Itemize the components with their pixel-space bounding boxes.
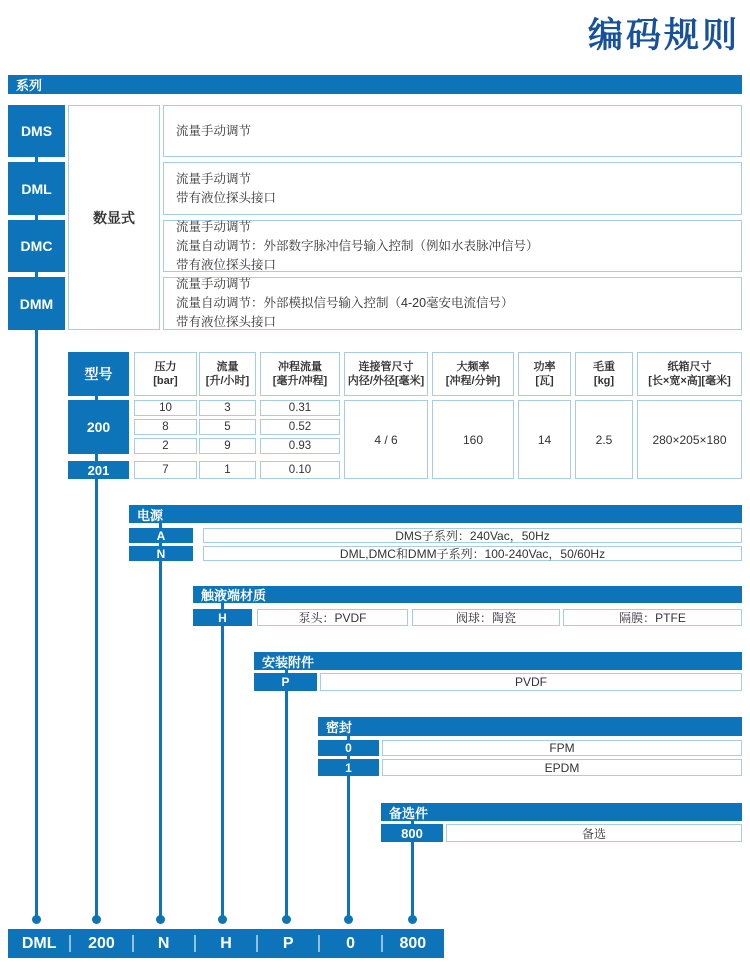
connector-line-model	[95, 374, 98, 919]
col-header-line: 纸箱尺寸	[667, 361, 712, 373]
series-group-label: 数显式	[68, 105, 160, 330]
table-cell: 9	[199, 438, 256, 454]
col-header-weight	[575, 352, 633, 396]
connector-dot	[408, 915, 417, 924]
code-segment-material: H	[195, 929, 257, 958]
series-code-dms: DMS	[8, 105, 65, 157]
col-header-line: 流量	[216, 361, 239, 373]
option-code-h: H	[193, 609, 252, 626]
table-cell: 0.52	[260, 419, 340, 435]
table-cell: 0.93	[260, 438, 340, 454]
desc-line: 流量自动调节：外部模拟信号输入控制（4-20毫安电流信号）	[176, 296, 514, 310]
series-code-dmm: DMM	[8, 277, 65, 330]
option-value: 阀球：陶瓷	[412, 609, 560, 626]
section-header-power-supply: 电源	[129, 505, 742, 523]
col-header-line: 内径/外径[毫米]	[347, 375, 425, 387]
desc-line: 流量手动调节	[176, 171, 252, 186]
connector-dot	[156, 915, 165, 924]
col-header-line: 压力	[154, 361, 177, 373]
col-header-line: [kg]	[593, 375, 615, 387]
series-desc-dmc	[163, 220, 742, 272]
col-header-carton-size	[637, 352, 742, 396]
merged-cell-max-frequency: 160	[432, 400, 514, 479]
table-cell: 1	[199, 461, 256, 479]
desc-line: 带有液位探头接口	[176, 190, 277, 205]
option-value: FPM	[382, 740, 742, 756]
col-header-line: [冲程/分钟]	[445, 375, 501, 387]
series-desc-dml	[163, 162, 742, 215]
table-cell: 2	[134, 438, 197, 454]
option-value: 备选	[446, 824, 742, 842]
option-value: EPDM	[382, 759, 742, 776]
order-code-bar	[8, 929, 444, 958]
merged-cell-tube-size: 4 / 6	[344, 400, 428, 479]
option-value: DMS子系列：240Vac，50Hz	[203, 528, 742, 543]
col-header-power	[518, 352, 571, 396]
connector-line-mounting	[285, 661, 288, 919]
col-header-line: 冲程流量	[277, 361, 322, 373]
connector-dot	[218, 915, 227, 924]
table-cell: 5	[199, 419, 256, 435]
merged-cell-weight: 2.5	[575, 400, 633, 479]
option-value: PVDF	[320, 673, 742, 691]
desc-line: 带有液位探头接口	[176, 315, 277, 329]
table-cell: 0.10	[260, 461, 340, 479]
merged-cell-power: 14	[518, 400, 571, 479]
col-header-line: [升/小时]	[205, 375, 250, 387]
option-code-n: N	[129, 546, 193, 561]
col-header-line: 大频率	[456, 361, 490, 373]
section-header-optional: 备选件	[381, 803, 742, 821]
series-section-header: 系列	[8, 75, 742, 94]
section-header-seal: 密封	[318, 717, 742, 736]
code-segment-power: N	[133, 929, 195, 958]
connector-dot	[32, 915, 41, 924]
series-code-dmc: DMC	[8, 220, 65, 272]
table-cell: 10	[134, 400, 197, 416]
table-cell: 8	[134, 419, 197, 435]
option-code-800: 800	[381, 824, 443, 842]
section-header-wetted-material: 触液端材质	[193, 586, 742, 603]
code-segment-seal: 0	[319, 929, 381, 958]
page-title: 编码规则	[587, 16, 740, 55]
table-cell: 0.31	[260, 400, 340, 416]
col-header-tube-size	[344, 352, 428, 396]
connector-line-power	[159, 514, 162, 919]
code-segment-series: DML	[21, 934, 57, 952]
col-header-line: 功率	[533, 361, 556, 373]
connector-line-material	[221, 595, 224, 919]
desc-line: 流量手动调节	[176, 219, 252, 234]
col-header-line: 连接管尺寸	[358, 361, 414, 373]
option-value: 泵头：PVDF	[257, 609, 408, 626]
desc-line: 带有液位探头接口	[176, 257, 277, 272]
series-desc-dmm	[163, 277, 742, 330]
col-header-stroke-volume	[260, 352, 340, 396]
option-code-p: P	[254, 673, 317, 691]
table-cell: 3	[199, 400, 256, 416]
col-header-max-frequency	[432, 352, 514, 396]
option-code-0: 0	[318, 740, 379, 756]
col-header-pressure	[134, 352, 197, 396]
col-header-line: [bar]	[153, 375, 178, 387]
code-segment-mounting: P	[257, 929, 319, 958]
option-value: 隔膜：PTFE	[563, 609, 742, 626]
option-code-a: A	[129, 528, 193, 543]
table-cell: 7	[134, 461, 197, 479]
model-code-200: 200	[68, 400, 129, 454]
col-header-line: [毫升/冲程]	[272, 375, 328, 387]
col-header-line: 毛重	[593, 361, 615, 373]
desc-line: 流量手动调节	[176, 277, 252, 291]
connector-dot	[92, 915, 101, 924]
desc-line: 流量自动调节：外部数字脉冲信号输入控制（例如水表脉冲信号）	[176, 238, 539, 253]
connector-dot	[282, 915, 291, 924]
col-header-line: [瓦]	[535, 375, 554, 387]
desc-line: 流量手动调节	[176, 123, 252, 138]
model-code-201: 201	[68, 461, 129, 479]
col-header-line: [长×宽×高][毫米]	[648, 375, 731, 387]
section-header-mounting-accessory: 安装附件	[254, 652, 742, 670]
series-code-dml: DML	[8, 162, 65, 215]
option-code-1: 1	[318, 759, 379, 776]
series-desc-dms	[163, 105, 742, 157]
col-header-flow	[199, 352, 256, 396]
option-value: DML,DMC和DMM子系列：100-240Vac，50/60Hz	[203, 546, 742, 561]
connector-dot	[344, 915, 353, 924]
spec-model-header: 型号	[68, 352, 129, 396]
code-segment-optional: 800	[382, 929, 444, 958]
code-segment-model: 200	[70, 929, 132, 958]
merged-cell-carton-size: 280×205×180	[637, 400, 742, 479]
